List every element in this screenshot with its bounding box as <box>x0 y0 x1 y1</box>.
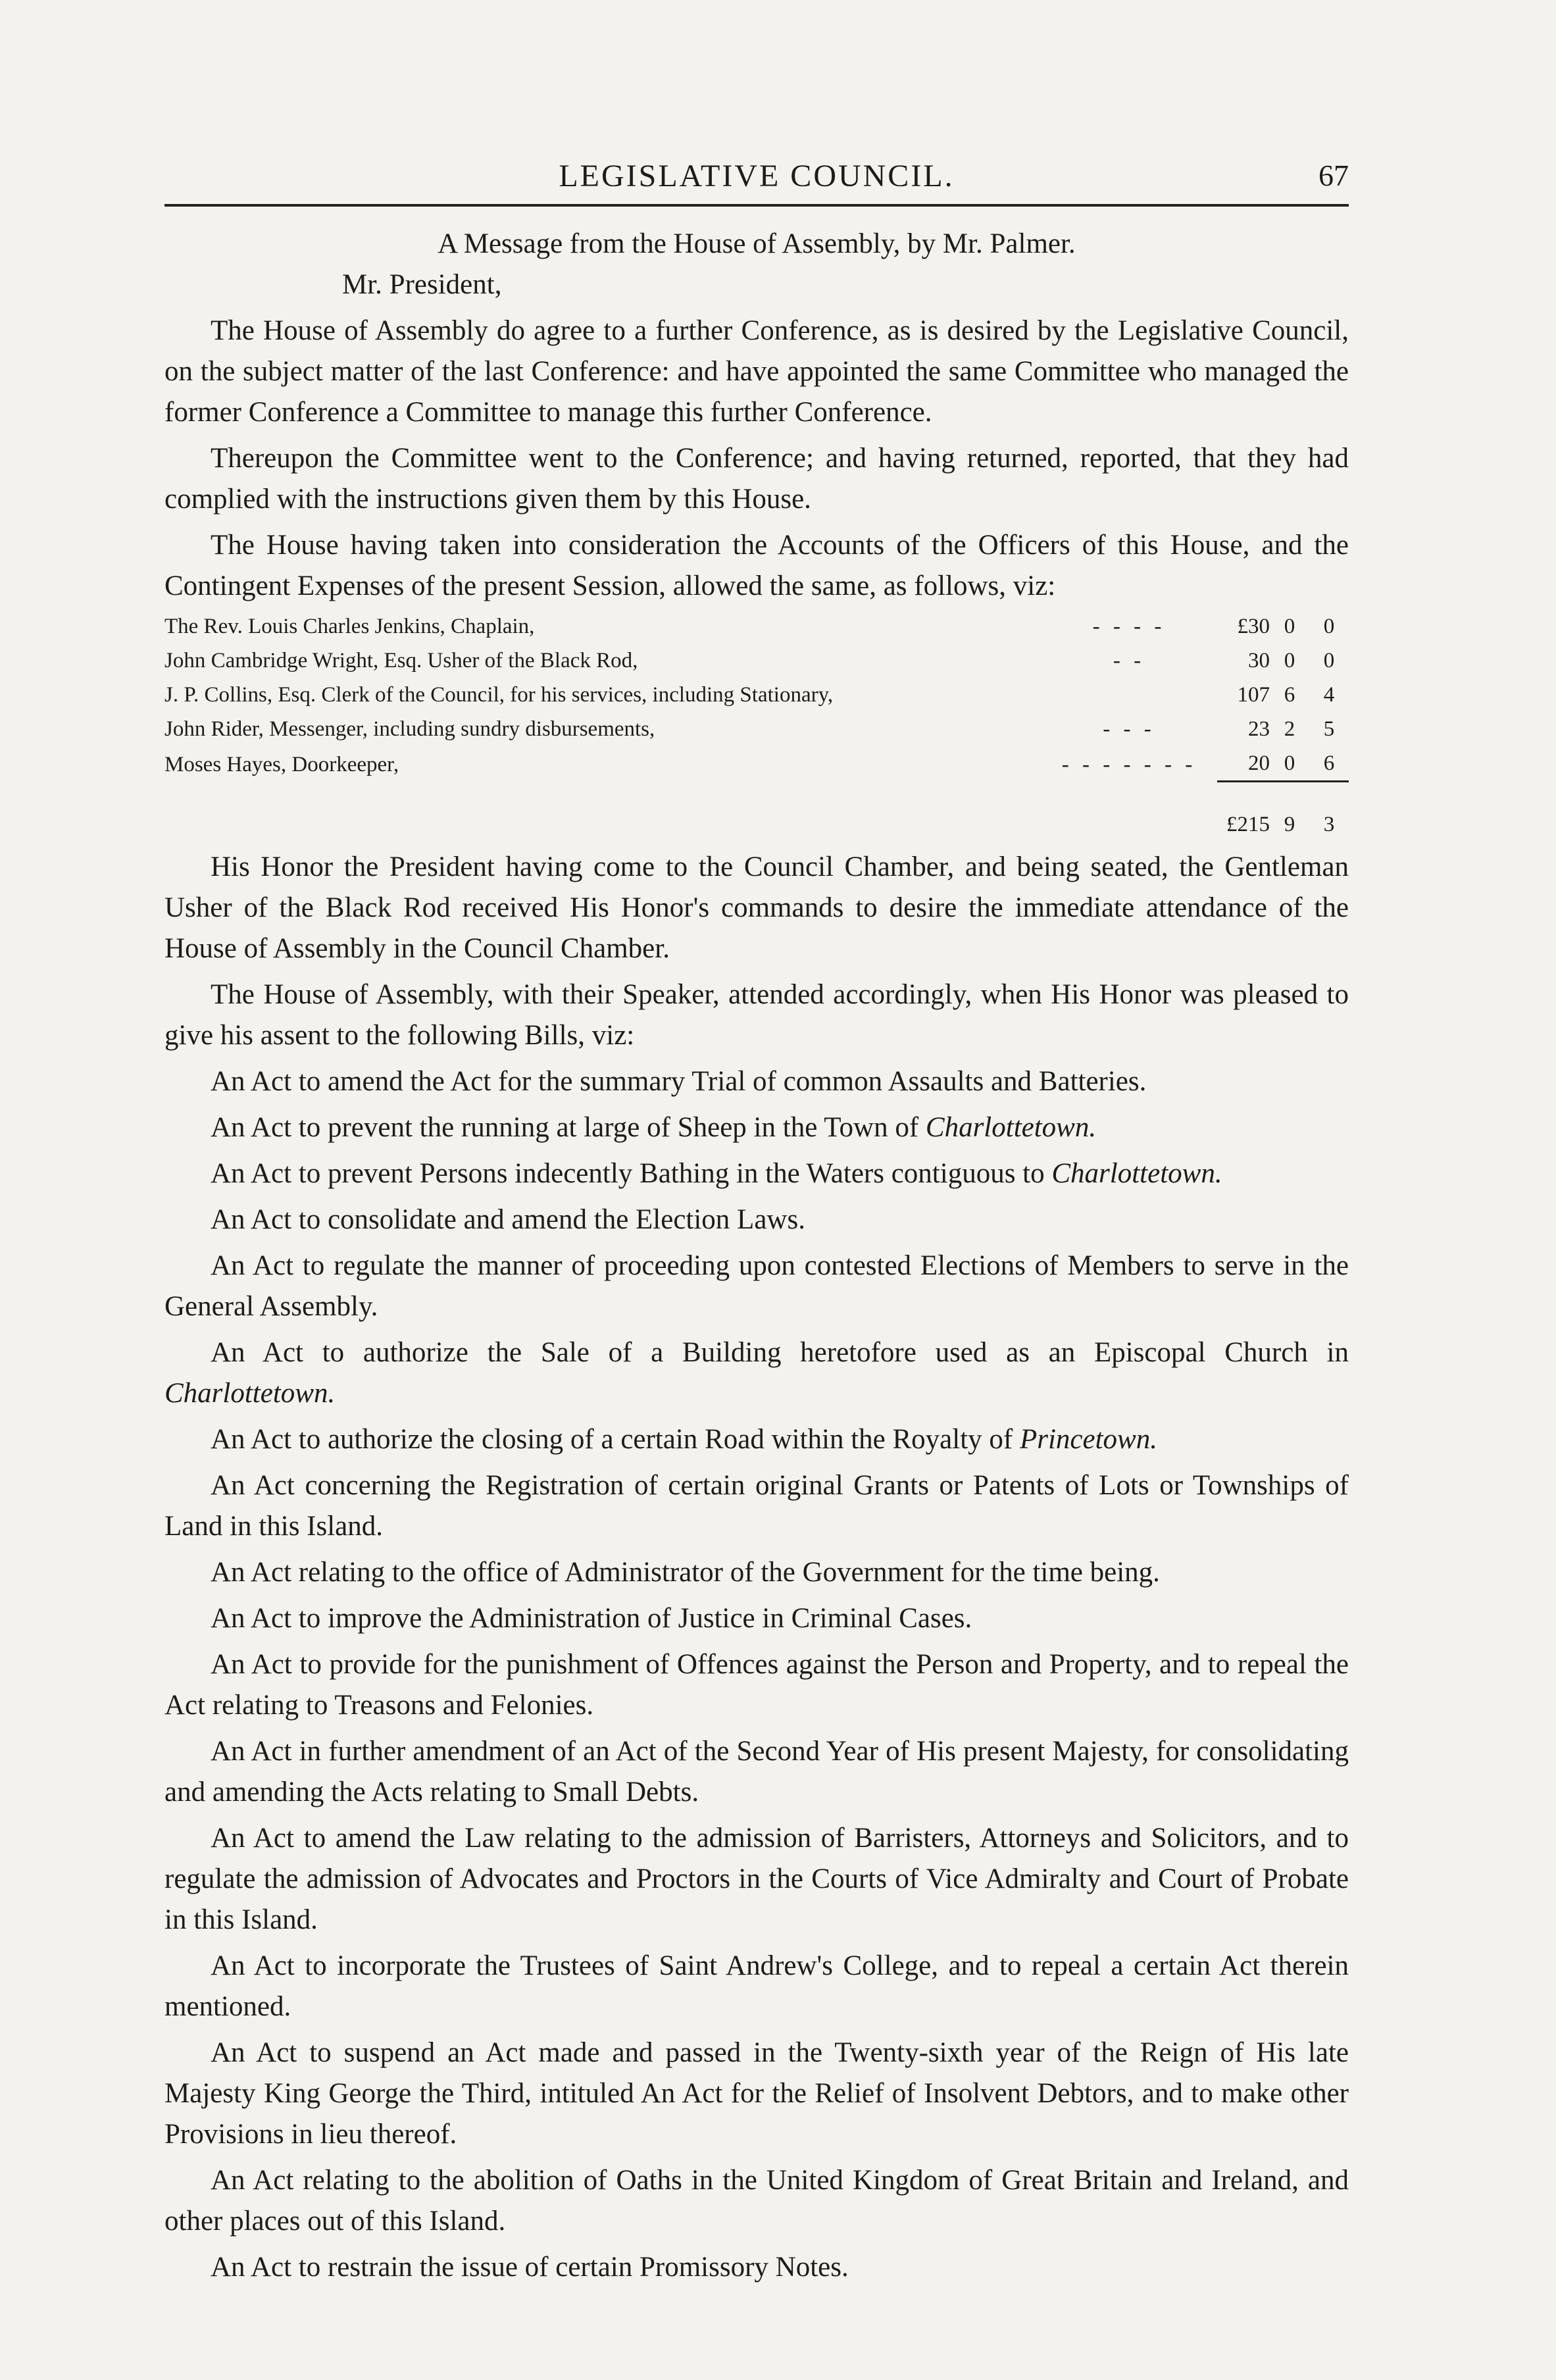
paragraph: The House of Assembly do agree to a further Conference, as is desired by the Legislative Council, on the subject matter of the last Conference: and have appointed the same Committee who managed the former Conference a Committee to manage this further Conference. <box>164 315 1349 428</box>
act-item: An Act to authorize the Sale of a Building heretofore used as an Episcopal Church in Charlottetown. <box>164 1337 1349 1409</box>
pounds: 23 <box>1248 717 1270 741</box>
salutation: Mr. President, <box>342 269 502 300</box>
leader-dashes: - - - - <box>1092 615 1166 638</box>
page-number: 67 <box>1318 159 1349 192</box>
pence: 0 <box>1323 649 1335 672</box>
leader-dashes: - - - <box>1103 717 1155 741</box>
act-item: An Act to provide for the punishment of Offences against the Person and Property, and to repeal the Act relating to Treasons and Felonies. <box>164 1649 1349 1721</box>
act-item: An Act to amend the Law relating to the admission of Barristers, Attorneys and Solicitors, and to regulate the admission of Advocates and Proctors in the Courts of Vice Admiralty and Court of Probate in this Island. <box>164 1823 1349 1935</box>
total-row <box>164 782 1349 842</box>
account-desc: Moses Hayes, Doorkeeper, <box>164 752 399 776</box>
act-item: An Act to improve the Administration of Justice in Criminal Cases. <box>211 1603 972 1634</box>
page-body <box>164 224 1349 2288</box>
act-item: An Act in further amendment of an Act of the Second Year of His present Majesty, for consolidating and amending the Acts relating to Small Debts. <box>164 1736 1349 1808</box>
act-item: An Act to prevent Persons indecently Bathing in the Waters contiguous to Charlottetown. <box>211 1158 1222 1189</box>
account-desc: J. P. Collins, Esq. Clerk of the Council, for his services, including Stationary, <box>164 683 834 707</box>
message-heading: A Message from the House of Assembly, by Mr. Palmer. <box>438 228 1076 259</box>
document-page <box>164 132 1349 2356</box>
paragraph: His Honor the President having come to the Council Chamber, and being seated, the Gentleman Usher of the Black Rod received His Honor's commands to desire the immediate attendance of the House of Assembly in the Council Chamber. <box>164 851 1349 964</box>
act-item: An Act to prevent the running at large of Sheep in the Town of Charlottetown. <box>211 1112 1097 1143</box>
pounds: 20 <box>1248 751 1270 775</box>
act-item: An Act to consolidate and amend the Election Laws. <box>211 1204 805 1235</box>
act-item: An Act to authorize the closing of a certain Road within the Royalty of Princetown. <box>211 1424 1157 1455</box>
paragraph: The House having taken into consideration the Accounts of the Officers of this House, and the Contingent Expenses of the present Session, allowed the same, as follows, viz: <box>164 530 1349 601</box>
pence: 5 <box>1323 717 1335 741</box>
total-pounds: £215 <box>1217 782 1270 842</box>
table-row <box>164 678 1349 712</box>
account-desc: John Rider, Messenger, including sundry disbursements, <box>164 717 655 741</box>
act-item: An Act relating to the office of Administrator of the Government for the time being. <box>211 1557 1160 1588</box>
leader-dashes: - - - - - - - <box>1061 752 1197 776</box>
paragraph: Thereupon the Committee went to the Conference; and having returned, reported, that they had complied with the instructions given them by this House. <box>164 443 1349 515</box>
shillings: 2 <box>1284 717 1295 741</box>
total-pence: 3 <box>1309 782 1349 842</box>
table-row <box>164 746 1349 782</box>
paragraph: The House of Assembly, with their Speaker, attended accordingly, when His Honor was pleased to give his assent to the following Bills, viz: <box>164 979 1349 1051</box>
pounds: 30 <box>1248 649 1270 672</box>
page-header <box>164 132 1349 207</box>
table-row <box>164 644 1349 678</box>
account-desc: John Cambridge Wright, Esq. Usher of the Black Rod, <box>164 649 638 672</box>
pounds: 107 <box>1237 683 1270 707</box>
act-item: An Act to incorporate the Trustees of Saint Andrew's College, and to repeal a certain Act therein mentioned. <box>164 1950 1349 2022</box>
pence: 6 <box>1323 751 1335 775</box>
act-item: An Act relating to the abolition of Oaths in the United Kingdom of Great Britain and Ireland, and other places out of this Island. <box>164 2165 1349 2237</box>
account-desc: The Rev. Louis Charles Jenkins, Chaplain, <box>164 615 535 638</box>
leader-dashes <box>1041 678 1217 712</box>
table-row <box>164 712 1349 746</box>
act-item: An Act to suspend an Act made and passed in the Twenty-sixth year of the Reign of His late Majesty King George the Third, intituled An Act for the Relief of Insolvent Debtors, and to make other Provisions in lieu thereof. <box>164 2037 1349 2150</box>
total-shillings: 9 <box>1270 782 1309 842</box>
pence: 4 <box>1323 683 1335 707</box>
act-item: An Act to amend the Act for the summary Trial of common Assaults and Batteries. <box>211 1066 1147 1097</box>
pence: 0 <box>1323 615 1335 638</box>
act-item: An Act to restrain the issue of certain Promissory Notes. <box>211 2252 849 2283</box>
accounts-table <box>164 609 1349 842</box>
running-title: LEGISLATIVE COUNCIL. <box>559 159 955 193</box>
act-item: An Act concerning the Registration of certain original Grants or Patents of Lots or Townships of Land in this Island. <box>164 1470 1349 1542</box>
shillings: 0 <box>1284 649 1295 672</box>
shillings: 6 <box>1284 683 1295 707</box>
pounds: £30 <box>1237 615 1270 638</box>
shillings: 0 <box>1284 615 1295 638</box>
act-item: An Act to regulate the manner of proceeding upon contested Elections of Members to serve in the General Assembly. <box>164 1250 1349 1322</box>
table-row <box>164 609 1349 644</box>
shillings: 0 <box>1284 751 1295 775</box>
leader-dashes: - - <box>1113 649 1145 672</box>
